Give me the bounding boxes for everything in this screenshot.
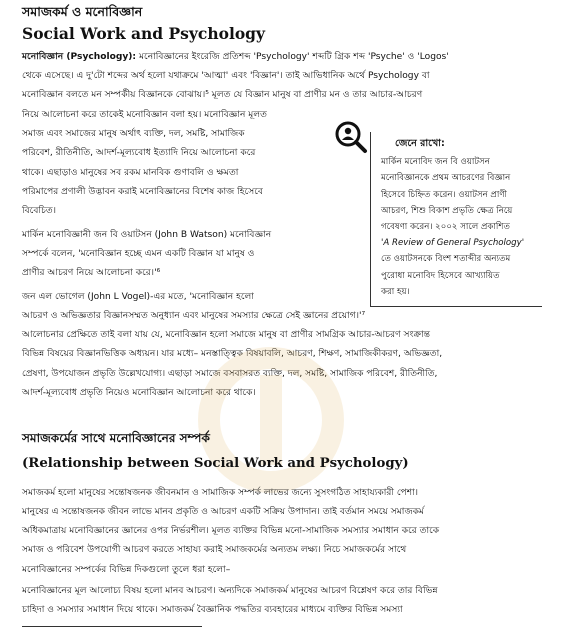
- aside-line-4: আচরণ, শিশু বিকাশ প্রভৃতি ক্ষেত্র নিয়ে: [381, 205, 513, 216]
- intro-line-7: থাকে। এছাড়াও মানুষের সব রকম মানবিক গুণাবলি ও ক্ষমতা: [22, 168, 239, 178]
- intro-line-5: সমাজ এবং সমাজের মানুষ অর্থাৎ ব্যক্তি, দল, সমষ্টি, সামাজিক: [22, 129, 245, 139]
- footnote-rule: [22, 626, 202, 627]
- relationship-heading-bn: সমাজকর্মের সাথে মনোবিজ্ঞানের সম্পর্ক: [22, 431, 210, 445]
- intro-line-6: পরিবেশ, রীতিনীতি, আদর্শ-মূল্যবোধ ইত্যাদি নিয়ে আলোচনা করে: [22, 148, 256, 158]
- aside-line-1: মার্কিন মনোবিদ জন বি ওয়াটসন: [381, 157, 490, 168]
- aside-line-2: মনোবিজ্ঞানকে প্রথম আচরণের বিজ্ঞান: [381, 173, 511, 184]
- aside-line-7: তে ওয়াটসনকে বিংশ শতাব্দীর অন্যতম: [381, 254, 511, 265]
- vogel-line-3: আলোচনার প্রেক্ষিতে তাই বলা যায় যে, মনোবিজ্ঞান হলো সমাজে মানুষ বা প্রাণীর সামগ্রিক আচার-আচরণ সংক্রান্ত: [22, 330, 430, 340]
- watson-line-3: প্রাণীর আচরণ নিয়ে আলোচনা করে।'⁶: [22, 268, 161, 278]
- watson-line-2: সম্পর্কে বলেন, 'মনোবিজ্ঞান হচ্ছে এমন একটি বিজ্ঞান যা মানুষ ও: [22, 249, 255, 259]
- intro-line-9: বিবেচিত।: [22, 206, 56, 216]
- aside-line-3: হিসেবে চিহ্নিত করেন। ওয়াটসন প্রাণী: [381, 189, 507, 200]
- section-line-6: মনোবিজ্ঞানের মূল আলোচ্য বিষয় হলো মানব আচরণ। অন্যদিকে সমাজকর্ম মানুষের আচরণ বিশ্লেষণ করে তার বিভিন্ন: [22, 586, 438, 596]
- vogel-line-2: আচরণ ও অভিজ্ঞতার বিজ্ঞানসম্মত অনুধ্যান এবং মানুষের সমস্যার ক্ষেত্রে সেই জ্ঞানের প্রয়োগ।'⁷: [22, 311, 366, 321]
- aside-line-6: 'A Review of General Psychology': [381, 238, 525, 249]
- section-line-5: মনোবিজ্ঞানের সম্পর্কের বিভিন্ন দিকগুলো তুলে ধরা হলো–: [22, 565, 231, 575]
- section-line-2: মানুষের এ সন্তোষজনক জীবন লাভে মানব প্রকৃতি ও আচরণ একটি সক্রিয় উপাদান। তাই বর্তমান সময়ে সমাজকর্ম: [22, 507, 424, 517]
- watson-line-1: মার্কিন মনোবিজ্ঞানী জন বি ওয়াটসন (John B Watson) মনোবিজ্ঞান: [22, 230, 272, 240]
- know-this-title: জেনে রাখো:: [395, 138, 445, 149]
- section-title-en: Social Work and Psychology: [22, 24, 266, 43]
- watermark-logo: [196, 345, 346, 495]
- intro-line-3: মনোবিজ্ঞান বলতে মন সম্পর্কীয় বিজ্ঞানকে বোঝায়।⁵ মূলত যে বিজ্ঞান মানুষ বা প্রাণীর মন ও তার আচার-আচরণ: [22, 90, 423, 100]
- section-line-3: অধিকমাত্রায় মনোবিজ্ঞানের জ্ঞানের ওপর নির্ভরশীল। মূলত ব্যক্তির বিভিন্ন মনো-সামাজিক সমস্যার সমাধান করে তাকে: [22, 526, 440, 536]
- intro-text-1: মনোবিজ্ঞানের ইংরেজি প্রতিশব্দ 'Psychology' শব্দটি গ্রিক শব্দ 'Psyche' ও 'Logos': [138, 52, 449, 62]
- vogel-line-1: জন এল ভোগেল (John L Vogel)-এর মতে, 'মনোবিজ্ঞান হলো: [22, 292, 254, 302]
- section-line-7: চাহিদা ও সমস্যার সমাধান দিয়ে থাকে। সমাজকর্ম বৈজ্ঞানিক পদ্ধতির ব্যবহারের মাধ্যমে ব্যক্তির বিভিন্ন সমস্যা: [22, 605, 403, 615]
- vogel-line-6: আদর্শ-মূল্যবোধ প্রভৃতি নিয়েও মনোবিজ্ঞান আলোচনা করে থাকে।: [22, 388, 256, 398]
- vogel-line-4: বিভিন্ন বিষয়ের বিজ্ঞানভিত্তিক অধ্যয়ন। যার মধ্যে– মনস্তাত্ত্বিক বিষয়াবলি, আচরণ, শিক্ষণ, সামাজিকীকরণ, অভিজ্ঞতা,: [22, 349, 443, 359]
- section-line-4: সমাজ ও পরিবেশ উপযোগী আচরণ করতে সাহায্য করাই সমাজকর্মের অন্যতম লক্ষ্য। নিচে সমাজকর্মের সাথে: [22, 545, 407, 555]
- aside-line-5: গবেষণা করেন। ২০০২ সালে প্রকাশিত: [381, 222, 510, 233]
- know-this-content: [370, 132, 542, 307]
- know-this-box: [354, 132, 542, 307]
- section-title-bn: সমাজকর্ম ও মনোবিজ্ঞান: [22, 4, 143, 19]
- intro-line-1: [22, 48, 540, 68]
- aside-line-8: পুরোধা মনোবিদ হিসেবে আখ্যায়িত: [381, 270, 500, 281]
- intro-line-2: থেকে এসেছে। এ দু'টো শব্দের অর্থ হলো যথাক্রমে 'আত্মা' এবং 'বিজ্ঞান'। তাই আভিধানিক অর্থে Psychology বা: [22, 71, 430, 81]
- section-line-1: সমাজকর্ম হলো মানুষের সন্তোষজনক জীবনমান ও সামাজিক সম্পর্ক লাভের জন্যে সুসংগঠিত সাহায্যকারী পেশা।: [22, 488, 418, 498]
- intro-line-4: নিয়ে আলোচনা করে তাকেই মনোবিজ্ঞান বলা হয়। মনোবিজ্ঞান মূলত: [22, 110, 267, 120]
- relationship-heading-en: (Relationship between Social Work and Psychology): [22, 456, 409, 471]
- intro-line-8: পরিমাপের প্রণালী উদ্ভাবন করাই মনোবিজ্ঞানের বিশেষ কাজ হিসেবে: [22, 187, 263, 197]
- vogel-line-5: প্রেষণা, উপযোজন প্রভৃতি উল্লেখযোগ্য। এছাড়া সমাজে বসবাসরত ব্যক্তি, দল, সমষ্টি, সামাজিক পরিবেশ, রীতিনীতি,: [22, 369, 438, 379]
- magnifier-person-icon: [334, 120, 368, 154]
- aside-line-9: করা হয়।: [381, 286, 410, 297]
- term-psychology: মনোবিজ্ঞান (Psychology):: [22, 52, 137, 62]
